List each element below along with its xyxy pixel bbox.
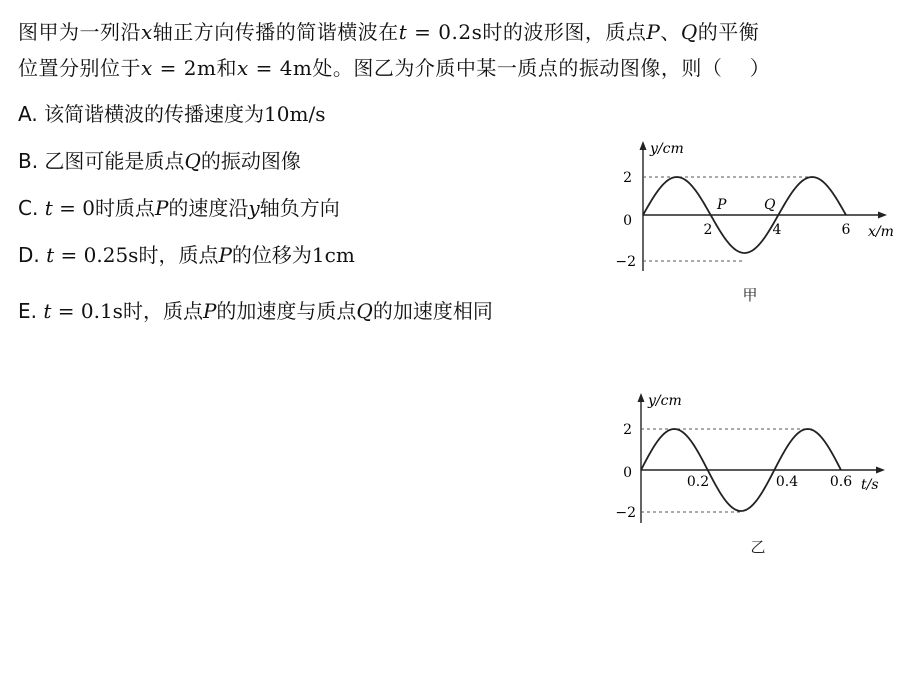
math-t: t [46,243,55,267]
figure-yi [608,385,908,560]
option-text: 时质点 [94,196,155,220]
x-axis-arrow [878,212,887,219]
stem-text: 图甲为一列沿 [18,20,141,44]
y-tick-neg2: −2 [615,505,636,521]
x-tick-2: 2 [703,222,713,238]
option-text: 乙图可能是质点 [38,149,185,173]
y-tick-2: 2 [623,170,632,186]
option-b[interactable] [18,145,301,174]
x-tick-4: 4 [772,222,782,238]
stem-text: 、 [660,20,681,44]
math-P: P [218,243,232,267]
option-text: 时，质点 [122,299,203,323]
math-value: = 0.1s [51,299,123,323]
option-c[interactable] [18,192,340,221]
option-letter: D. [18,243,40,267]
figure-caption-jia: 甲 [742,286,758,304]
x-tick-0.6: 0.6 [829,474,853,490]
option-text: 时，质点 [138,243,219,267]
math-Q: Q [184,149,201,173]
option-text: 的加速度与质点 [216,299,357,323]
y-tick-0: 0 [623,213,632,229]
math-Q: Q [356,299,373,323]
stem-text: 轴正方向传播的简谐横波在 [152,20,399,44]
option-letter: B. [18,149,39,173]
x-tick-0.4: 0.4 [775,474,799,490]
option-text: 的加速度相同 [372,299,493,323]
question-line-2 [18,52,770,81]
math-P: P [646,20,661,44]
math-value: = 4m [248,56,313,80]
stem-text: 处。图乙为介质中某一质点的振动图像，则（ ） [312,56,771,80]
math-value: 1cm [311,243,355,267]
math-P: P [154,196,169,220]
math-x: x [236,56,249,80]
option-letter: E. [18,299,37,323]
y-axis-arrow [640,141,647,150]
figure-jia [610,135,910,305]
math-x: x [141,20,153,44]
stem-text: 和 [216,56,237,80]
y-axis-label: y/cm [648,393,682,409]
x-axis-arrow [876,467,885,474]
x-axis-label: x/m [868,224,894,240]
x-axis-label: t/s [861,477,879,493]
y-axis-arrow [638,393,645,402]
y-tick-0: 0 [623,465,632,481]
y-tick-neg2: −2 [615,254,636,270]
math-value: = 0 [52,196,95,220]
option-text: 的位移为 [231,243,312,267]
math-y: y [248,196,260,220]
math-t: t [43,299,52,323]
stem-text: 的平衡 [697,20,760,44]
option-d[interactable] [18,239,355,268]
stem-text: 时的波形图，质点 [482,20,647,44]
option-text: 该简谐横波的传播速度为 [37,102,265,126]
y-axis-label: y/cm [650,141,684,157]
point-q-label: Q [764,197,776,213]
math-P: P [202,299,217,323]
x-tick-0.2: 0.2 [686,474,710,490]
option-letter: C. [18,196,39,220]
math-value: = 2m [152,56,217,80]
point-p-label: P [717,197,727,213]
math-t: t [398,20,408,44]
y-tick-2: 2 [623,422,632,438]
option-text: 的速度沿 [168,196,249,220]
x-tick-6: 6 [841,222,851,238]
math-x: x [141,56,153,80]
option-letter: A. [18,102,38,126]
math-value: = 0.2s [407,20,483,44]
figure-caption-yi: 乙 [750,538,766,556]
stem-text: 位置分别位于 [18,56,141,80]
option-text: 的振动图像 [200,149,301,173]
math-value: 10m/s [264,102,326,126]
math-value: = 0.25s [54,243,139,267]
math-t: t [44,196,53,220]
math-Q: Q [680,20,698,44]
question-line-1 [18,16,759,45]
option-a[interactable] [18,98,325,127]
option-text: 轴负方向 [259,196,340,220]
option-e[interactable] [18,295,493,324]
